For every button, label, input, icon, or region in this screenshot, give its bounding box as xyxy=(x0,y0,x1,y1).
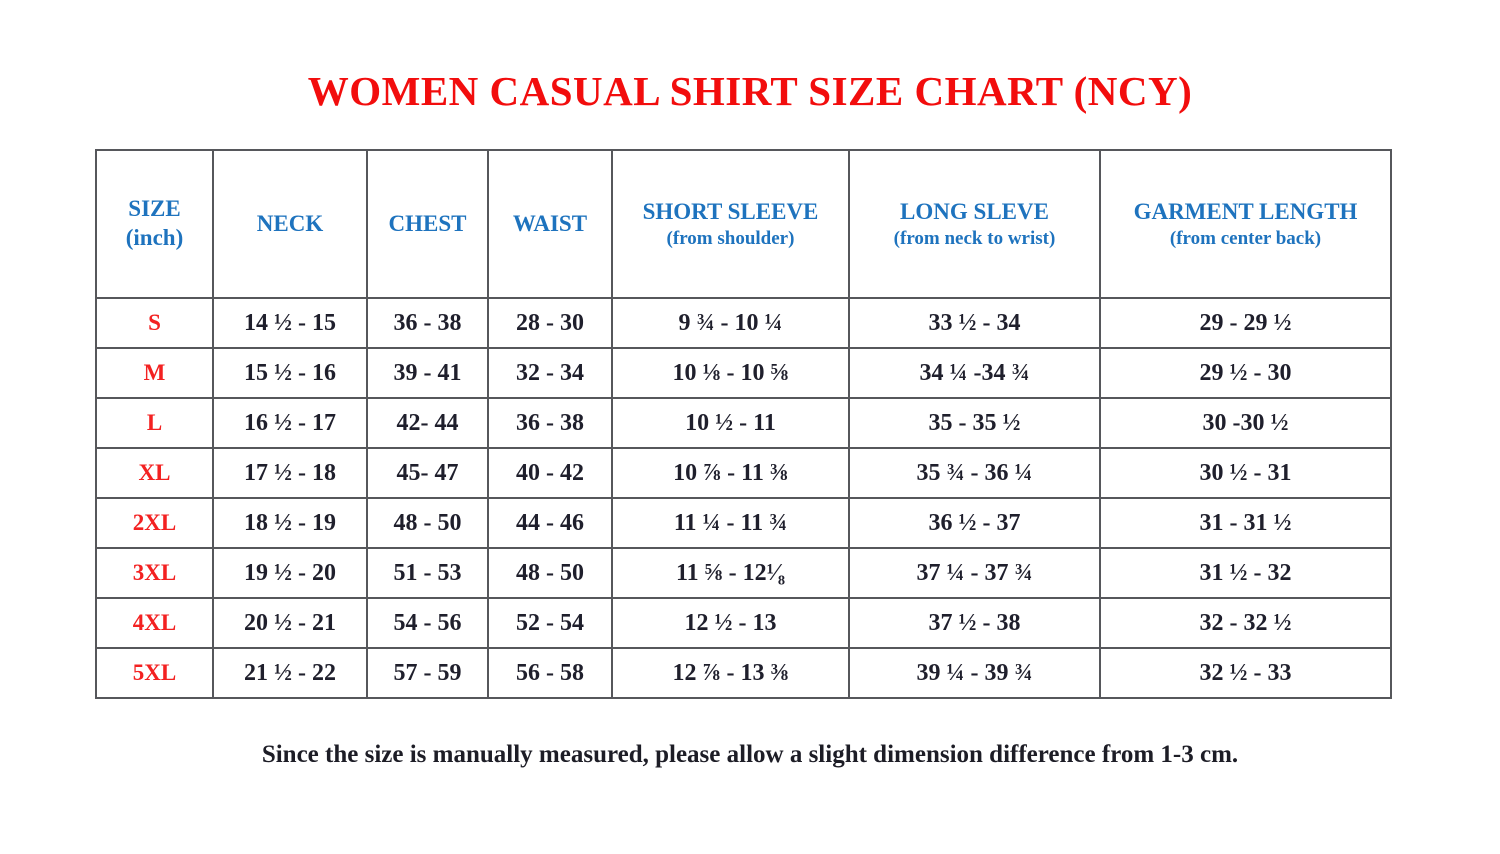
header-label: SIZE xyxy=(128,196,181,222)
header-row xyxy=(96,150,1391,298)
measurement-note: Since the size is manually measured, please allow a slight dimension difference from 1-3 cm. xyxy=(261,741,1239,768)
cell-neck: 14 ½ - 15 xyxy=(213,298,367,348)
cell-long-sleeve: 37 ¼ - 37 ¾ xyxy=(849,548,1100,598)
header-sublabel: (inch) xyxy=(125,225,184,250)
table-row xyxy=(96,398,1391,448)
cell-long-sleeve: 36 ½ - 37 xyxy=(849,498,1100,548)
cell-waist: 56 - 58 xyxy=(488,648,612,698)
cell-garment-length: 29 ½ - 30 xyxy=(1100,348,1391,398)
cell-waist: 32 - 34 xyxy=(488,348,612,398)
cell-size: 2XL xyxy=(96,498,213,548)
cell-waist: 44 - 46 xyxy=(488,498,612,548)
cell-short-sleeve: 12 ½ - 13 xyxy=(612,598,849,648)
page-title: WOMEN CASUAL SHIRT SIZE CHART (NCY) xyxy=(307,68,1193,114)
cell-neck: 15 ½ - 16 xyxy=(213,348,367,398)
table-row xyxy=(96,298,1391,348)
header-label: LONG SLEVE xyxy=(900,198,1049,224)
cell-short-sleeve: 10 ⅞ - 11 ⅜ xyxy=(612,448,849,498)
cell-waist: 36 - 38 xyxy=(488,398,612,448)
cell-neck: 17 ½ - 18 xyxy=(213,448,367,498)
cell-neck: 19 ½ - 20 xyxy=(213,548,367,598)
cell-neck: 18 ½ - 19 xyxy=(213,498,367,548)
cell-size: 4XL xyxy=(96,598,213,648)
table-row xyxy=(96,448,1391,498)
cell-long-sleeve: 35 ¾ - 36 ¼ xyxy=(849,448,1100,498)
header-cell-waist xyxy=(488,150,612,298)
cell-size: S xyxy=(96,298,213,348)
cell-long-sleeve: 34 ¼ -34 ¾ xyxy=(849,348,1100,398)
table-row xyxy=(96,648,1391,698)
cell-chest: 45- 47 xyxy=(367,448,488,498)
cell-size: 5XL xyxy=(96,648,213,698)
header-cell-short-sleeve xyxy=(612,150,849,298)
cell-size: L xyxy=(96,398,213,448)
header-cell-neck xyxy=(213,150,367,298)
cell-long-sleeve: 39 ¼ - 39 ¾ xyxy=(849,648,1100,698)
cell-long-sleeve: 35 - 35 ½ xyxy=(849,398,1100,448)
cell-chest: 39 - 41 xyxy=(367,348,488,398)
cell-size: XL xyxy=(96,448,213,498)
table-row xyxy=(96,498,1391,548)
cell-size: 3XL xyxy=(96,548,213,598)
cell-waist: 52 - 54 xyxy=(488,598,612,648)
cell-garment-length: 31 ½ - 32 xyxy=(1100,548,1391,598)
cell-chest: 48 - 50 xyxy=(367,498,488,548)
header-label: SHORT SLEEVE xyxy=(642,198,819,224)
cell-chest: 54 - 56 xyxy=(367,598,488,648)
cell-garment-length: 30 ½ - 31 xyxy=(1100,448,1391,498)
header-label: CHEST xyxy=(388,210,467,236)
cell-short-sleeve: 11 ⅝ - 12¹⁄₈ xyxy=(612,548,849,598)
cell-waist: 28 - 30 xyxy=(488,298,612,348)
table-row xyxy=(96,348,1391,398)
table-header xyxy=(96,150,1391,298)
cell-waist: 40 - 42 xyxy=(488,448,612,498)
header-cell-size xyxy=(96,150,213,298)
header-cell-garment-length xyxy=(1100,150,1391,298)
header-label: WAIST xyxy=(512,210,588,236)
cell-long-sleeve: 37 ½ - 38 xyxy=(849,598,1100,648)
cell-short-sleeve: 12 ⅞ - 13 ⅜ xyxy=(612,648,849,698)
cell-long-sleeve: 33 ½ - 34 xyxy=(849,298,1100,348)
header-sublabel: (from shoulder) xyxy=(666,227,795,249)
header-cell-chest xyxy=(367,150,488,298)
cell-waist: 48 - 50 xyxy=(488,548,612,598)
header-label: GARMENT LENGTH xyxy=(1133,198,1358,224)
cell-garment-length: 32 ½ - 33 xyxy=(1100,648,1391,698)
cell-garment-length: 31 - 31 ½ xyxy=(1100,498,1391,548)
cell-short-sleeve: 11 ¼ - 11 ¾ xyxy=(612,498,849,548)
cell-chest: 51 - 53 xyxy=(367,548,488,598)
header-sublabel: (from center back) xyxy=(1169,227,1322,249)
cell-garment-length: 30 -30 ½ xyxy=(1100,398,1391,448)
header-label: NECK xyxy=(256,210,324,236)
cell-neck: 20 ½ - 21 xyxy=(213,598,367,648)
cell-size: M xyxy=(96,348,213,398)
table-body xyxy=(96,298,1391,698)
table-row xyxy=(96,548,1391,598)
cell-chest: 36 - 38 xyxy=(367,298,488,348)
header-cell-long-sleeve xyxy=(849,150,1100,298)
cell-garment-length: 32 - 32 ½ xyxy=(1100,598,1391,648)
cell-chest: 42- 44 xyxy=(367,398,488,448)
cell-short-sleeve: 10 ½ - 11 xyxy=(612,398,849,448)
cell-short-sleeve: 10 ⅛ - 10 ⅝ xyxy=(612,348,849,398)
header-sublabel: (from neck to wrist) xyxy=(893,227,1056,249)
cell-short-sleeve: 9 ¾ - 10 ¼ xyxy=(612,298,849,348)
cell-neck: 16 ½ - 17 xyxy=(213,398,367,448)
cell-garment-length: 29 - 29 ½ xyxy=(1100,298,1391,348)
table-row xyxy=(96,598,1391,648)
size-chart-table xyxy=(95,149,1392,699)
cell-neck: 21 ½ - 22 xyxy=(213,648,367,698)
cell-chest: 57 - 59 xyxy=(367,648,488,698)
